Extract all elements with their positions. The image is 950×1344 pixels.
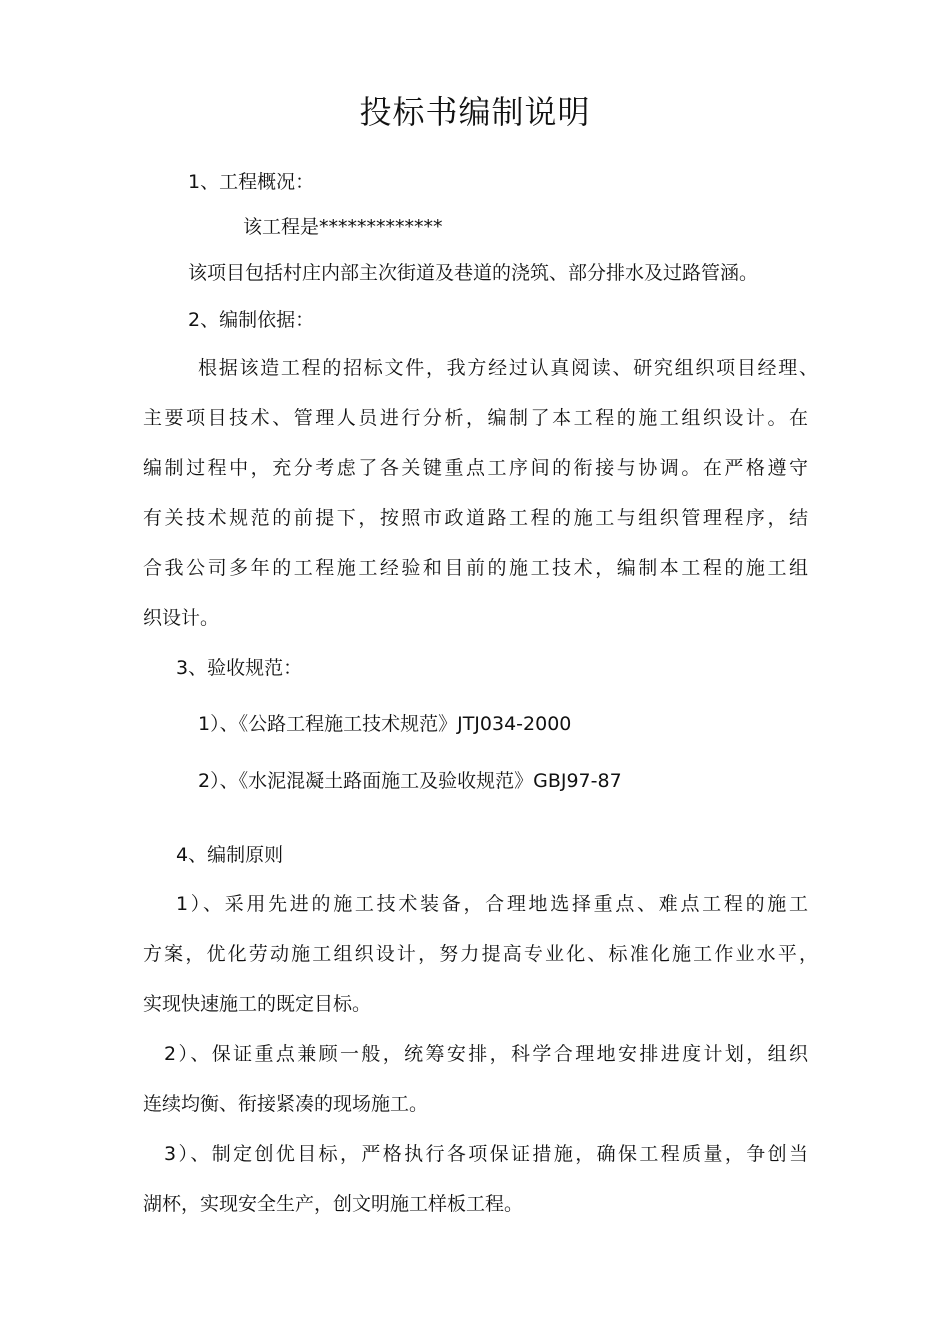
- section4-heading: 4、编制原则: [176, 844, 284, 866]
- section4-line: 方案，优化劳动施工组织设计，努力提高专业化、标准化施工作业水平，: [143, 943, 818, 965]
- section2-heading: 2、编制依据：: [188, 309, 315, 331]
- section3-item: 2）、《水泥混凝土路面施工及验收规范》GBJ97-87: [198, 770, 622, 792]
- section1-line2: 该项目包括村庄内部主次街道及巷道的浇筑、部分排水及过路管涵。: [188, 262, 759, 284]
- section4-line: 2）、保证重点兼顾一般，统筹安排，科学合理地安排进度计划，组织: [164, 1043, 808, 1065]
- section4-line: 湖杯，实现安全生产，创文明施工样板工程。: [143, 1193, 524, 1215]
- section4-line: 1）、采用先进的施工技术装备，合理地选择重点、难点工程的施工: [176, 893, 808, 915]
- section2-line: 根据该造工程的招标文件，我方经过认真阅读、研究组织项目经理、: [198, 357, 818, 379]
- section1-heading: 1、工程概况：: [188, 171, 315, 193]
- section2-line: 合我公司多年的工程施工经验和目前的施工技术，编制本工程的施工组: [143, 557, 808, 579]
- section4-line: 3）、制定创优目标，严格执行各项保证措施，确保工程质量，争创当: [164, 1143, 808, 1165]
- section2-line: 主要项目技术、管理人员进行分析，编制了本工程的施工组织设计。在: [143, 407, 808, 429]
- section2-line: 织设计。: [143, 607, 220, 629]
- section3-heading: 3、验收规范：: [176, 657, 303, 679]
- section2-line: 编制过程中，充分考虑了各关键重点工序间的衔接与协调。在严格遵守: [143, 457, 808, 479]
- section3-item: 1）、《公路工程施工技术规范》JTJ034-2000: [198, 713, 572, 735]
- document-title: 投标书编制说明: [359, 93, 591, 131]
- section1-line1: 该工程是*************: [243, 216, 443, 238]
- section4-line: 实现快速施工的既定目标。: [143, 993, 372, 1015]
- section4-line: 连续均衡、衔接紧凑的现场施工。: [143, 1093, 429, 1115]
- section2-line: 有关技术规范的前提下，按照市政道路工程的施工与组织管理程序，结: [143, 507, 808, 529]
